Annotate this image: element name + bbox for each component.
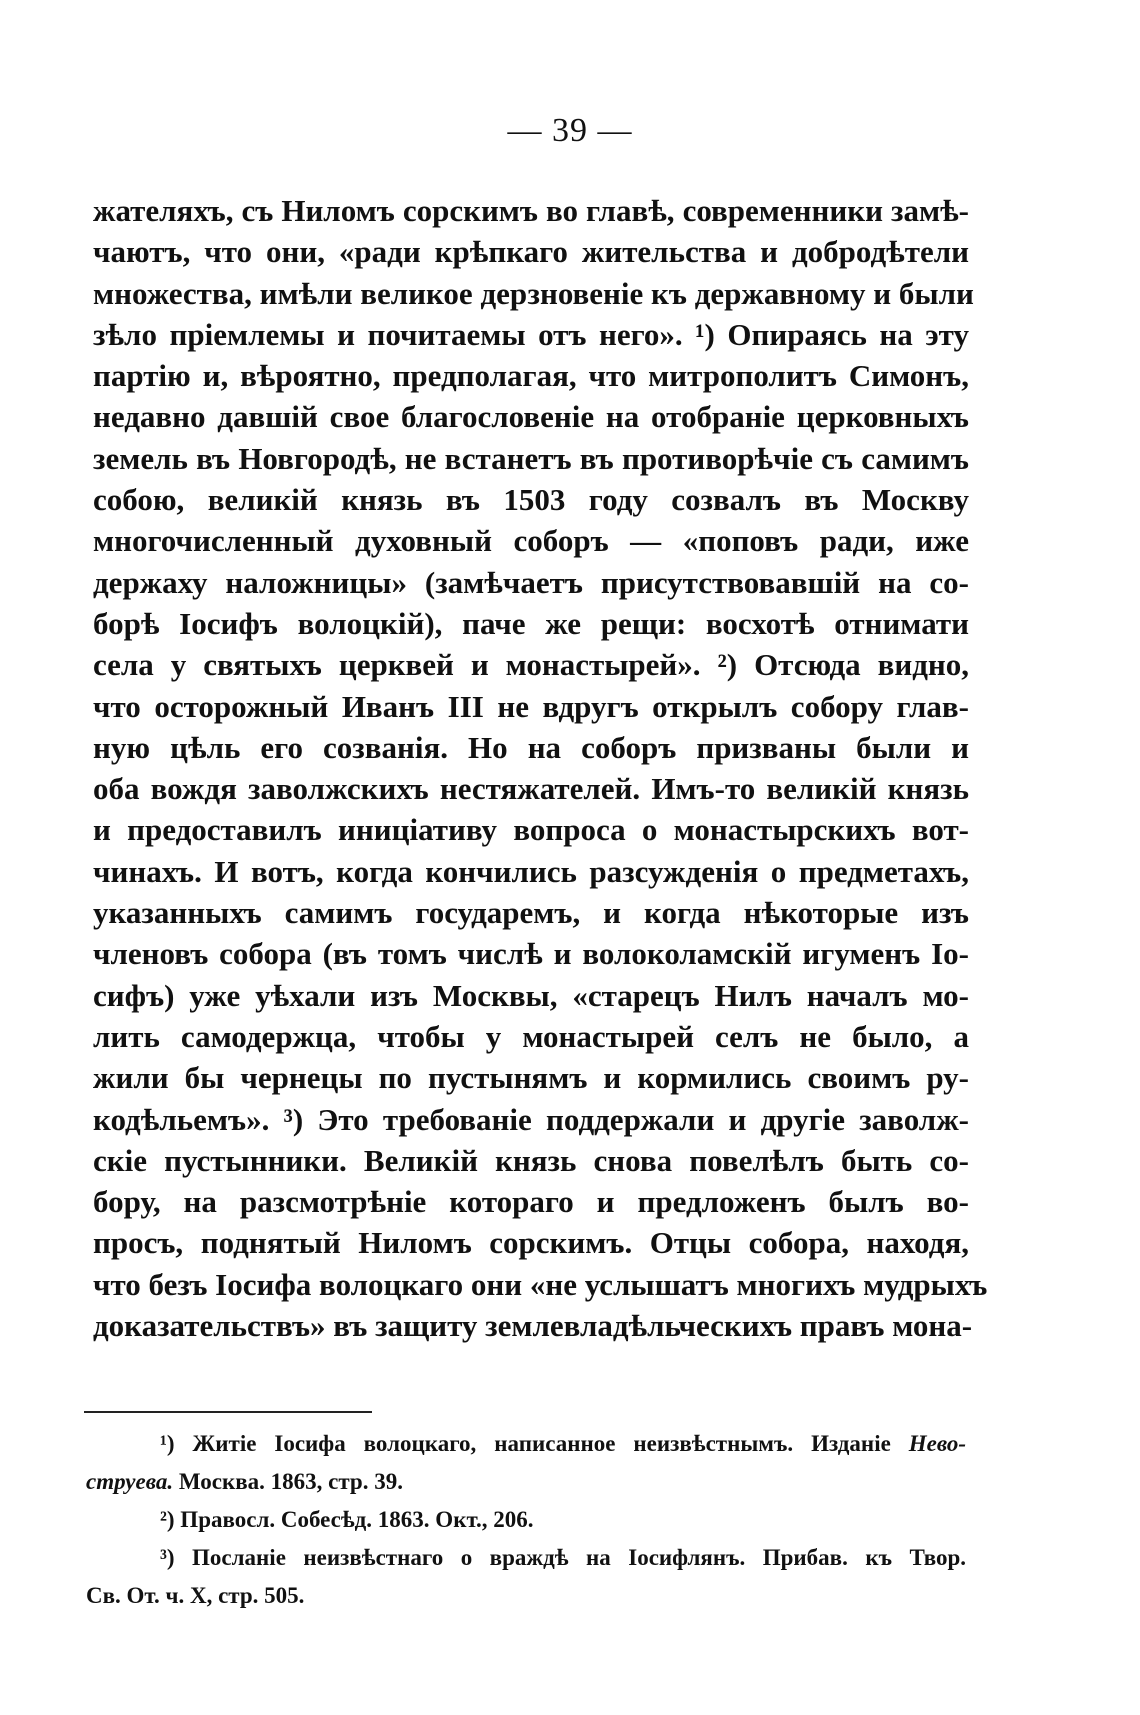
text-line: жили бы чернецы по пустынямъ и кормились своимъ ру- <box>93 1060 969 1096</box>
text-line: и предоставилъ иниціативу вопроса о монастырскихъ вот- <box>93 812 969 848</box>
text-line: скіе пустынники. Великій князь снова повелѣлъ быть со- <box>93 1142 969 1178</box>
footnote-1-italic-cont: струева. <box>86 1469 174 1494</box>
text-line: чинахъ. И вотъ, когда кончились разсужденія о предметахъ, <box>93 853 969 889</box>
footnotes <box>86 1425 966 1615</box>
footnote-1-text: ¹) Житіе Іосифа волоцкаго, написанное неизвѣстнымъ. Изданіе <box>160 1431 891 1456</box>
text-line: указанныхъ самимъ государемъ, и когда нѣкоторые изъ <box>93 895 969 931</box>
text-line: зѣло пріемлемы и почитаемы отъ него». ¹) Опираясь на эту <box>93 316 969 352</box>
text-line: бору, на разсмотрѣніе котораго и предложенъ былъ во- <box>93 1184 969 1220</box>
text-line: многочисленный духовный соборъ — «поповъ ради, иже <box>93 523 969 559</box>
page-number: — 39 — <box>507 112 633 149</box>
text-line: просъ, поднятый Ниломъ сорскимъ. Отцы собора, находя, <box>93 1225 969 1261</box>
text-line: сифъ) уже уѣхали изъ Москвы, «старецъ Нилъ началъ мо- <box>93 977 969 1013</box>
text-line: что осторожный Иванъ III не вдругъ открылъ собору глав- <box>93 688 969 724</box>
footnote-2: ²) Правосл. Собесѣд. 1863. Окт., 206. <box>160 1507 534 1532</box>
footnote-1-line-1 <box>86 1425 966 1463</box>
text-line: членовъ собора (въ томъ числѣ и волоколамскій игуменъ Іо- <box>93 936 969 972</box>
footnote-3-line-2: Св. От. ч. X, стр. 505. <box>86 1583 305 1608</box>
text-line: чаютъ, что они, «ради крѣпкаго жительства и добродѣтели <box>93 234 969 270</box>
text-line: доказательствъ» въ защиту землевладѣльческихъ правъ мона- <box>93 1308 973 1344</box>
text-line: недавно давшій свое благословеніе на отобраніе церковныхъ <box>93 399 969 435</box>
main-text <box>93 190 988 1346</box>
text-line: борѣ Іосифъ волоцкій), паче же рещи: восхотѣ отнимати <box>93 605 969 641</box>
text-line: собою, великій князь въ 1503 году созвалъ въ Москву <box>93 482 969 518</box>
footnote-divider <box>84 1411 372 1413</box>
text-line: держаху наложницы» (замѣчаетъ присутствовавшій на со- <box>93 564 969 600</box>
text-line: лить самодержца, чтобы у монастырей селъ не было, а <box>93 1018 969 1054</box>
text-line: жателяхъ, съ Ниломъ сорскимъ во главѣ, современники замѣ- <box>93 193 969 228</box>
text-line: множества, имѣли великое дерзновеніе къ державному и были <box>93 275 974 311</box>
footnote-3-line-1: ³) Посланіе неизвѣстнаго о враждѣ на Іосифлянъ. Прибав. къ Твор. <box>160 1545 966 1570</box>
text-line: партію и, вѣроятно, предполагая, что митрополитъ Симонъ, <box>93 358 969 394</box>
text-line: земель въ Новгородѣ, не встанетъ въ противорѣчіе съ самимъ <box>93 440 969 476</box>
text-line: что безъ Іосифа волоцкаго они «не услышатъ многихъ мудрыхъ <box>93 1266 988 1302</box>
text-line: кодѣльемъ». ³) Это требованіе поддержали и другіе заволж- <box>93 1101 969 1137</box>
footnote-1-text-cont: Москва. 1863, стр. 39. <box>178 1469 403 1494</box>
text-line: села у святыхъ церквей и монастырей». ²) Отсюда видно, <box>93 647 969 683</box>
text-line: ную цѣль его созванія. Но на соборъ призваны были и <box>93 729 969 765</box>
text-line: оба вождя заволжскихъ нестяжателей. Имъ-то великій князь <box>93 771 969 807</box>
footnote-1-line-2 <box>86 1463 966 1501</box>
footnote-1-italic: Нево- <box>908 1431 966 1456</box>
